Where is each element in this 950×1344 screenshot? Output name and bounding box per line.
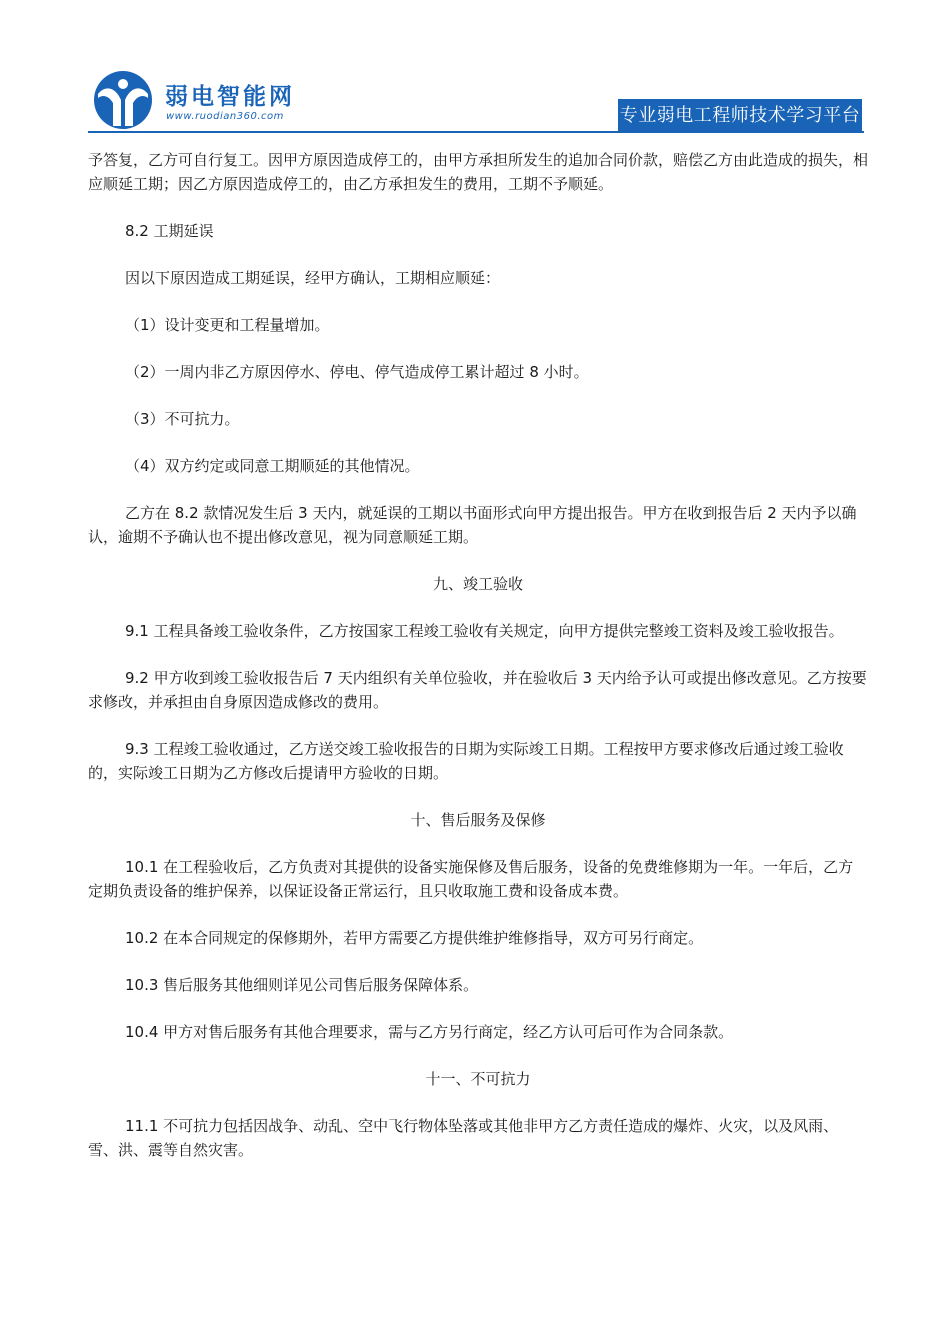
brand-url[interactable]: www.ruodian360.com [166, 111, 284, 122]
list-item: （1）设计变更和工程量增加。 [125, 316, 330, 334]
clause-9-1: 9.1 工程具备竣工验收条件，乙方按国家工程竣工验收有关规定，向甲方提供完整竣工资料及竣工验收报告。 [125, 622, 844, 640]
clause-10-3: 10.3 售后服务其他细则详见公司售后服务保障体系。 [125, 976, 479, 994]
clause-10-1: 10.1 在工程验收后，乙方负责对其提供的设备实施保修及售后服务，设备的免费维修期为一年。一年后，乙方定期负责设备的维护保养，以保证设备正常运行，且只收取施工费和设备成本费。 [88, 858, 854, 900]
clause-10-4: 10.4 甲方对售后服务有其他合理要求，需与乙方另行商定，经乙方认可后可作为合同条款。 [125, 1023, 734, 1041]
paragraph-intro: 予答复，乙方可自行复工。因甲方原因造成停工的，由甲方承担所发生的追加合同价款，赔偿乙方由此造成的损失，相应顺延工期；因乙方原因造成停工的，由乙方承担发生的费用，工期不予顺延。 [88, 151, 869, 193]
clause-10-2: 10.2 在本合同规定的保修期外，若甲方需要乙方提供维护维修指导，双方可另行商定。 [125, 929, 704, 947]
list-item: （2）一周内非乙方原因停水、停电、停气造成停工累计超过 8 小时。 [125, 363, 589, 381]
clause-11-1: 11.1 不可抗力包括因战争、动乱、空中飞行物体坠落或其他非甲方乙方责任造成的爆炸、火灾，以及风雨、雪、洪、震等自然灾害。 [88, 1117, 839, 1159]
section-10-title: 十、售后服务及保修 [410, 811, 546, 829]
section-9-title: 九、竣工验收 [432, 575, 523, 593]
list-item: （4）双方约定或同意工期顺延的其他情况。 [125, 457, 420, 475]
ruodian-logo-icon [92, 70, 154, 130]
clause-9-3: 9.3 工程竣工验收通过，乙方送交竣工验收报告的日期为实际竣工日期。工程按甲方要求修改后通过竣工验收的，实际竣工日期为乙方修改后提请甲方验收的日期。 [88, 740, 844, 782]
clause-9-2: 9.2 甲方收到竣工验收报告后 7 天内组织有关单位验收，并在验收后 3 天内给予认可或提出修改意见。乙方按要求修改，并承担由自身原因造成修改的费用。 [88, 669, 867, 711]
section-8-2-tail: 乙方在 8.2 款情况发生后 3 天内，就延误的工期以书面形式向甲方提出报告。甲方在收到报告后 2 天内予以确认，逾期不予确认也不提出修改意见，视为同意顺延工期。 [88, 504, 857, 546]
section-8-2-lead: 因以下原因造成工期延误，经甲方确认，工期相应顺延： [125, 269, 501, 287]
brand-name: 弱电智能网 [165, 84, 295, 110]
section-8-2-heading: 8.2 工期延误 [125, 222, 214, 240]
section-11-title: 十一、不可抗力 [425, 1070, 531, 1088]
page-header [0, 0, 950, 140]
document-body [88, 148, 868, 1185]
slogan-banner: 专业弱电工程师技术学习平台 [618, 99, 862, 133]
list-item: （3）不可抗力。 [125, 410, 240, 428]
